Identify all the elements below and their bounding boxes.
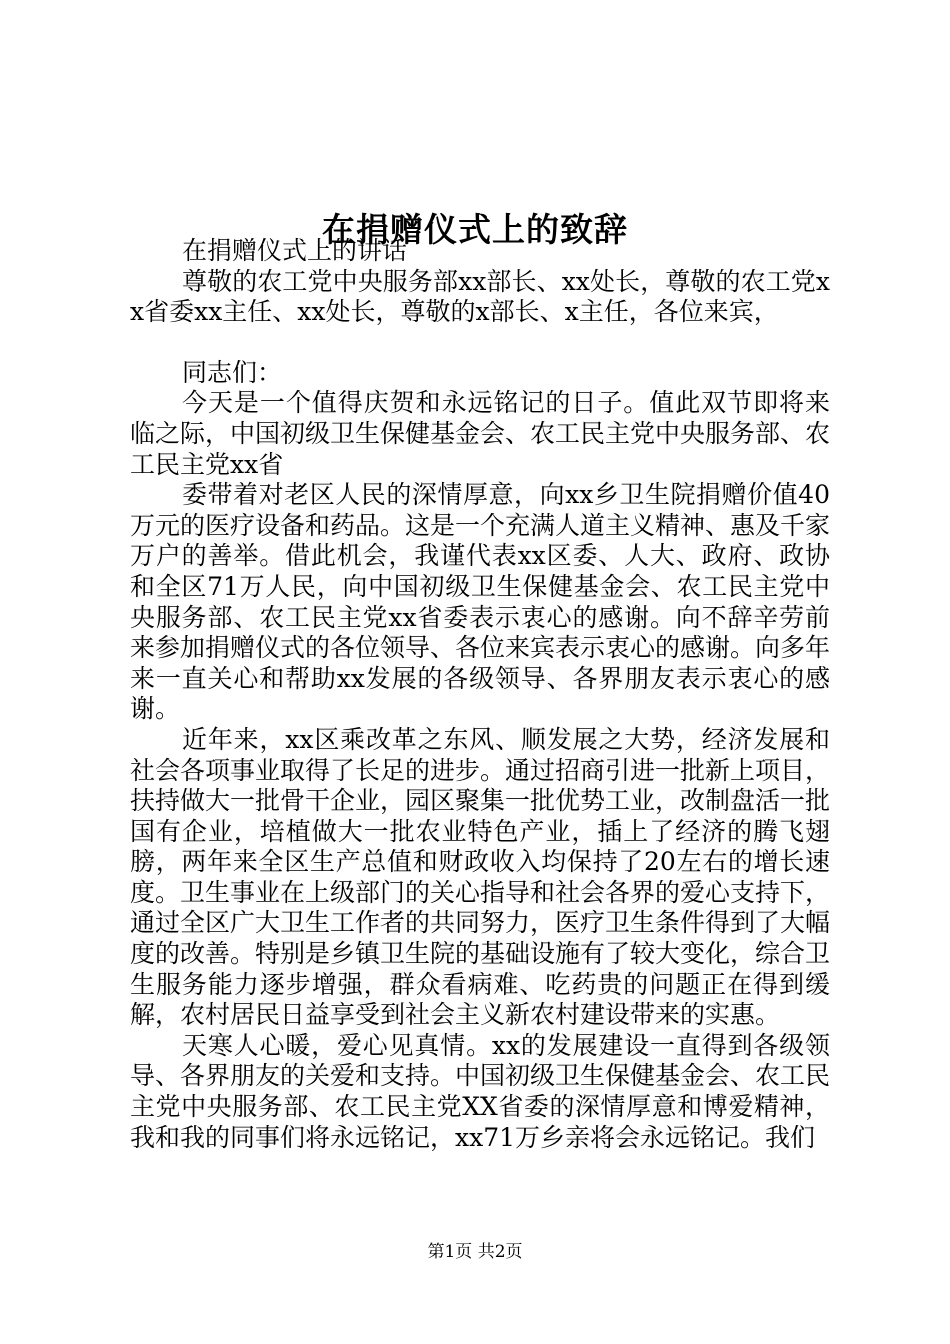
document-body — [130, 236, 830, 1153]
paragraph-gratitude: 天寒人心暖，爱心见真情。xx的发展建设一直得到各级领导、各界朋友的关爱和支持。中国初级卫生保健基金会、农工民主党中央服务部、农工民主党XX省委的深情厚意和博爱精神，我和我的同事们将永远铭记，xx71万乡亲将会永远铭记。我们 — [130, 1030, 831, 1152]
paragraph-today: 今天是一个值得庆贺和永远铭记的日子。值此双节即将来临之际，中国初级卫生保健基金会、农工民主党中央服务部、农工民主党xx省 — [130, 388, 831, 479]
paragraph-comrades: 同志们： — [182, 357, 283, 387]
paragraph-recent-years: 近年来，xx区乘改革之东风、顺发展之大势，经济发展和社会各项事业取得了长足的进步。通过招商引进一批新上项目，扶持做大一批骨干企业，园区聚集一批优势工业，改制盘活一批国有企业，培植做大一批农业特色产业，插上了经济的腾飞翅膀，两年来全区生产总值和财政收入均保持了20左右的增长速度。卫生事业在上级部门的关心指导和社会各界的爱心支持下，通过全区广大卫生工作者的共同努力，医疗卫生条件得到了大幅度的改善。特别是乡镇卫生院的基础设施有了较大变化，综合卫生服务能力逐步增强，群众看病难、吃药贵的问题正在得到缓解，农村居民日益享受到社会主义新农村建设带来的实惠。 — [130, 724, 831, 1030]
paragraph-donation: 委带着对老区人民的深情厚意，向xx乡卫生院捐赠价值40万元的医疗设备和药品。这是一个充满人道主义精神、惠及千家万户的善举。借此机会，我谨代表xx区委、人大、政府、政协和全区71万人民，向中国初级卫生保健基金会、农工民主党中央服务部、农工民主党xx省委表示衷心的感谢。向不辞辛劳前来参加捐赠仪式的各位领导、各位来宾表示衷心的感谢。向多年来一直关心和帮助xx发展的各级领导、各界朋友表示衷心的感谢。 — [130, 480, 831, 724]
document-title: 在捐赠仪式上的致辞 — [322, 210, 628, 250]
paragraph-salutation: 尊敬的农工党中央服务部xx部长、xx处长，尊敬的农工党xx省委xx主任、xx处长，尊敬的x部长、x主任，各位来宾， — [130, 266, 830, 327]
paragraph-subtitle: 在捐赠仪式上的讲话 — [182, 236, 408, 265]
page-number-footer: 第1页 共2页 — [427, 1242, 523, 1262]
